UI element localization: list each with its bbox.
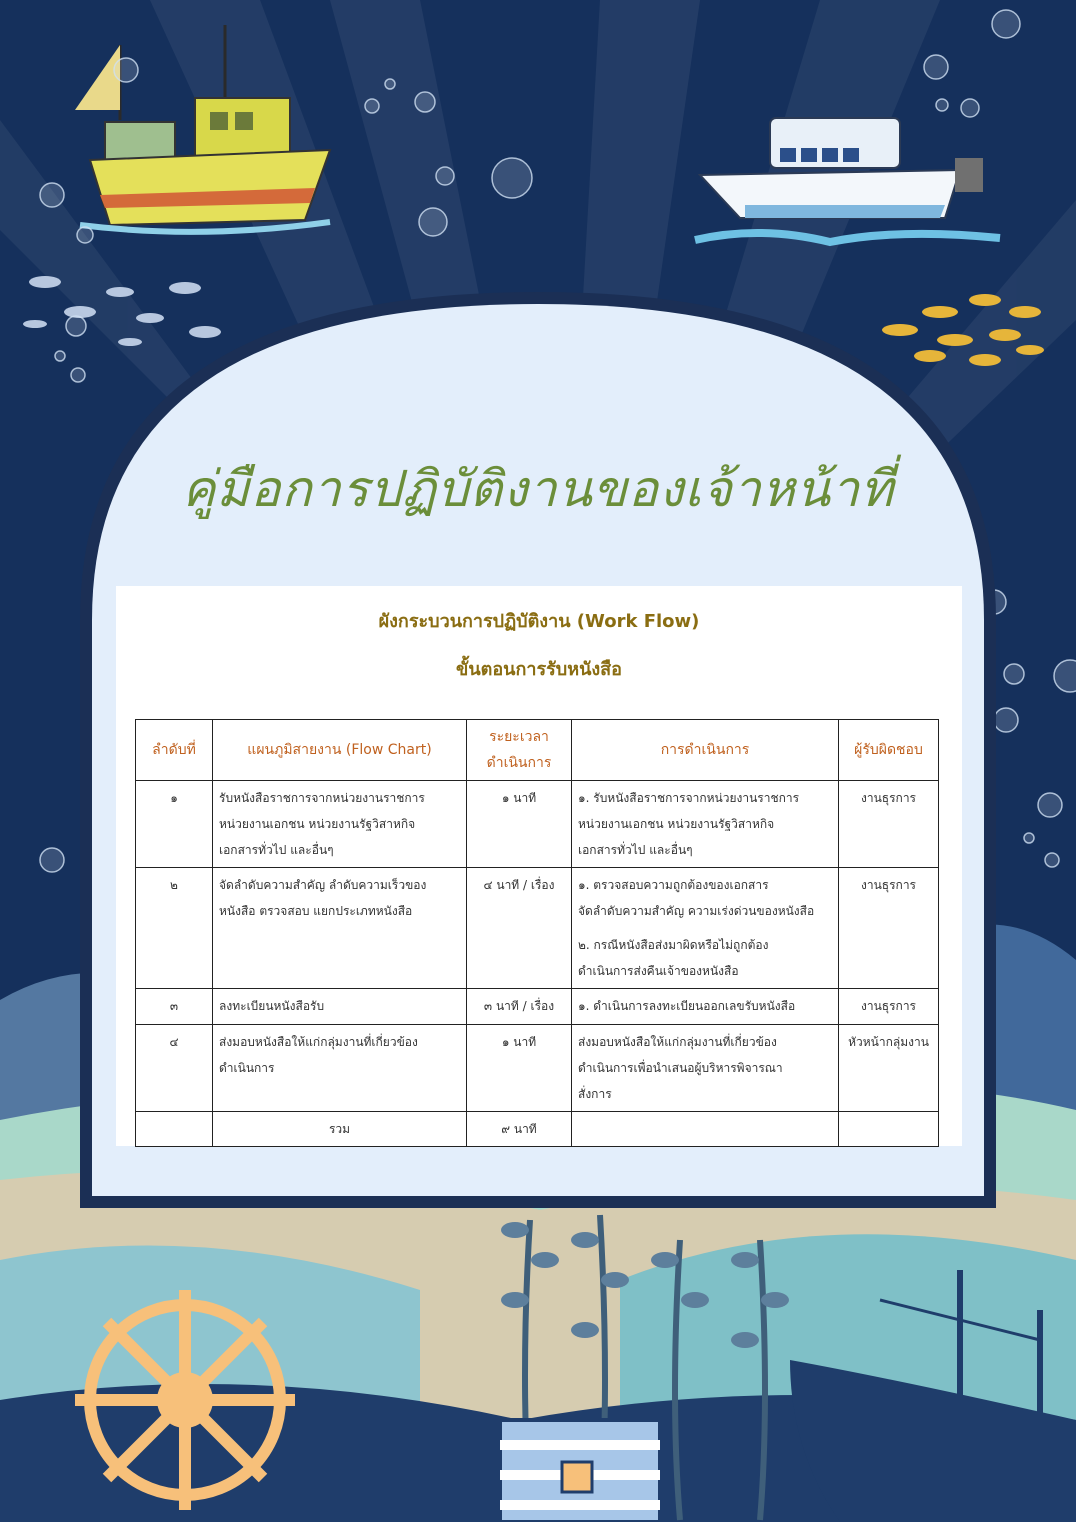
action-line: ๒. กรณีหนังสือส่งมาผิดหรือไม่ถูกต้อง [578,938,769,952]
action-line: ดำเนินการเพื่อนำเสนอผู้บริหารพิจารณา [578,1061,783,1075]
row-flow [213,1025,467,1112]
row-no: ๓ [136,989,213,1025]
total-time: ๙ นาที [467,1112,572,1147]
header-time-line-2: ดำเนินการ [486,755,552,771]
row-action [572,1025,839,1112]
action-line: ๑. ตรวจสอบความถูกต้องของเอกสาร [578,878,769,892]
row-time: ๑ นาที [467,781,572,868]
workflow-table [135,719,939,1147]
table-total-row [136,1112,939,1147]
empty-cell [572,1112,839,1147]
flow-line: ลงทะเบียนหนังสือรับ [219,999,325,1013]
row-no: ๑ [136,781,213,868]
row-time: ๑ นาที [467,1025,572,1112]
table-row [136,989,939,1025]
row-action [572,989,839,1025]
total-label: รวม [213,1112,467,1147]
document-subtitle: ขั้นตอนการรับหนังสือ [456,659,622,680]
action-line: ดำเนินการส่งคืนเจ้าของหนังสือ [578,964,739,978]
flow-line: หนังสือ ตรวจสอบ แยกประเภทหนังสือ [219,904,413,918]
row-flow [213,781,467,868]
header-flow-chart: แผนภูมิสายงาน (Flow Chart) [213,720,467,781]
action-line: ๑. ดำเนินการลงทะเบียนออกเลขรับหนังสือ [578,999,796,1013]
treasure-chest-illustration [500,1420,660,1522]
action-line: เอกสารทั่วไป และอื่นๆ [578,843,693,857]
flow-line: ส่งมอบหนังสือให้แก่กลุ่มงานที่เกี่ยวข้อง [219,1035,418,1049]
table-row [136,868,939,989]
row-owner: หัวหน้ากลุ่มงาน [839,1025,939,1112]
document-title: ผังกระบวนการปฏิบัติงาน (Work Flow) [378,611,700,632]
row-flow [213,989,467,1025]
row-flow [213,868,467,989]
header-time-line-1: ระยะเวลา [489,729,549,745]
workflow-document [116,586,962,1146]
page-title: คู่มือการปฏิบัติงานของเจ้าหน้าที่ [181,460,895,518]
table-row [136,781,939,868]
row-no: ๔ [136,1025,213,1112]
row-action [572,868,839,989]
row-time: ๔ นาที / เรื่อง [467,868,572,989]
flow-line: ดำเนินการ [219,1061,275,1075]
action-line: ๑. รับหนังสือราชการจากหน่วยงานราชการ [578,791,800,805]
row-time: ๓ นาที / เรื่อง [467,989,572,1025]
empty-cell [136,1112,213,1147]
action-line: หน่วยงานเอกชน หน่วยงานรัฐวิสาหกิจ [578,817,775,831]
header-no: ลำดับที่ [136,720,213,781]
action-line: สั่งการ [578,1087,612,1101]
empty-cell [839,1112,939,1147]
table-header-row [136,720,939,781]
flow-line: เอกสารทั่วไป และอื่นๆ [219,843,334,857]
action-line: ส่งมอบหนังสือให้แก่กลุ่มงานที่เกี่ยวข้อง [578,1035,777,1049]
action-line: จัดลำดับความสำคัญ ความเร่งด่วนของหนังสือ [578,904,815,918]
row-no: ๒ [136,868,213,989]
row-owner: งานธุรการ [839,989,939,1025]
header-owner: ผู้รับผิดชอบ [839,720,939,781]
flow-line: รับหนังสือราชการจากหน่วยงานราชการ [219,791,425,805]
row-owner: งานธุรการ [839,781,939,868]
flow-line: จัดลำดับความสำคัญ ลำดับความเร็วของ [219,878,427,892]
flow-line: หน่วยงานเอกชน หน่วยงานรัฐวิสาหกิจ [219,817,416,831]
row-action [572,781,839,868]
row-owner: งานธุรการ [839,868,939,989]
header-action: การดำเนินการ [572,720,839,781]
table-row [136,1025,939,1112]
header-time [467,720,572,781]
